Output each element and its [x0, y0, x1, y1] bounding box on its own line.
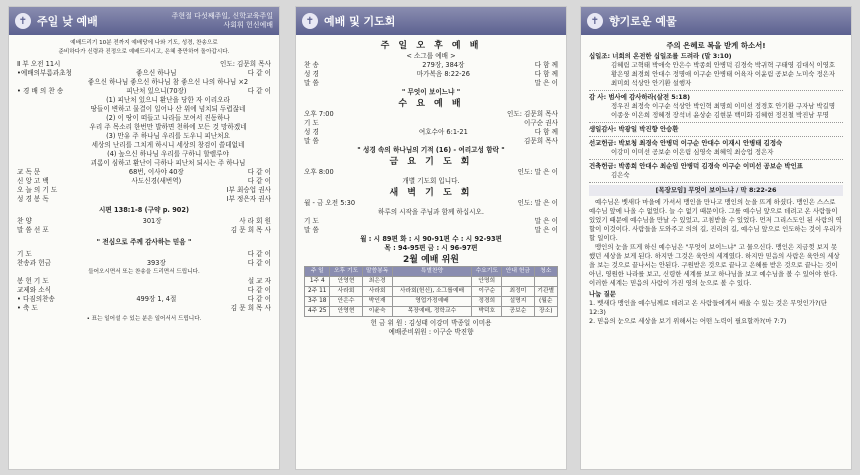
wednesday-service-title: 수 요 예 배: [398, 99, 464, 109]
line-middle: [65, 186, 227, 195]
line-middle: [352, 119, 524, 128]
line-leader: 다 같 이: [247, 168, 271, 176]
line-leader: 다 같 이: [247, 87, 271, 95]
page-title: 예배 및 기도회: [324, 15, 396, 28]
line-middle: [352, 199, 518, 208]
table-cell: 설명지: [502, 297, 534, 307]
daily-psalms-2: 목 : 94-95편 금 : 시 96-97편: [384, 244, 478, 252]
line-label: 오후 7:00: [304, 110, 334, 118]
line-label: 기 도: [304, 217, 319, 225]
friday-prayer-title: 금 요 기 도 회: [389, 157, 473, 167]
line-middle: [352, 110, 507, 119]
line-middle: 우리 주 목소리 한번만 발하면 천하에 모든 것 망하겠네: [89, 123, 247, 131]
footnote: • 표는 일어설 수 있는 분은 일어서서 드립니다.: [86, 316, 202, 322]
table-cell: 사라회: [362, 287, 392, 297]
dawn-lines-2: [304, 217, 558, 235]
table-row: [305, 277, 558, 287]
service-line: [17, 286, 271, 295]
sermon-title: " 전심으로 주께 감사하는 믿음 ": [96, 238, 192, 246]
line-label: 봉 헌 기 도: [17, 277, 49, 285]
line-middle: [65, 277, 248, 286]
service-line: [17, 304, 271, 313]
line-leader: 인도: 말 은 이: [517, 199, 558, 207]
offering-heading: 선교헌금: 박보청 최경숙 안병덕 이구순 안대수 이재시 안병태 김정숙: [589, 139, 783, 147]
service-lines: [17, 60, 271, 204]
line-middle: 사도신경(새번역): [131, 177, 182, 185]
offering-lists: [589, 52, 843, 183]
bulletin-page-sunday-service: [8, 6, 280, 470]
preparation-committee: 예배준비위원 : 이구순 박진향: [388, 328, 474, 336]
divider: [589, 136, 843, 137]
line-label: [17, 141, 65, 150]
service-line: [17, 177, 271, 186]
service-line: [17, 141, 271, 150]
table-cell: 1주 4: [305, 277, 330, 287]
line-middle: [352, 79, 535, 88]
line-leader: 다 함 께: [534, 61, 558, 69]
line-label: 성 경: [304, 70, 319, 78]
line-middle: 세상의 난리를 그치게 하시니 세상의 창검이 쓸데없네: [91, 141, 245, 149]
intro-line-1: 예배드리기 10분 전까지 예배당에 나와 기도, 성경, 찬송으로: [70, 40, 218, 46]
line-middle: [352, 137, 524, 146]
line-middle: 땅들이 변하고 물결이 일어나 산 위에 넘치되 두렵잖네: [90, 105, 246, 113]
table-cell: 장소): [534, 307, 557, 317]
table-row: [305, 297, 558, 307]
service-line: [304, 226, 558, 235]
cross-icon: ✝: [302, 13, 318, 29]
line-label: 말 씀: [304, 226, 319, 234]
february-committee-title: 2월 예배 위원: [403, 255, 459, 265]
small-group-title: [목장모임] 무엇이 보이느냐 / 막 8:22-26: [589, 185, 843, 196]
service-line: [17, 217, 271, 226]
line-label: 말 씀: [304, 137, 319, 145]
afternoon-lines: [304, 61, 558, 88]
table-cell: [502, 277, 534, 287]
table-cell: 안명희: [472, 277, 502, 287]
line-middle: 좋으신 하나님 좋으신 하나님 참 좋으신 나의 하나님 ×2: [87, 78, 249, 86]
page-header: [9, 7, 279, 35]
line-label: 말 씀 선 포: [17, 226, 49, 234]
bulletin-page-services: [295, 6, 567, 470]
table-header-cell: 주 일: [305, 267, 330, 277]
table-cell: 박인재: [362, 297, 392, 307]
line-middle: [352, 217, 535, 226]
service-line: [304, 110, 558, 119]
offering-heading: 십일조: 너희의 온전한 십일조를 드려라 (말 3:10): [589, 52, 732, 60]
offerings-content: [581, 35, 851, 330]
table-header-cell: 말씀봉독: [362, 267, 392, 277]
table-cell: 4주 25: [305, 307, 330, 317]
table-row: [305, 287, 558, 297]
services-list: [296, 35, 566, 341]
line-label: [17, 150, 65, 159]
intro-line-2: 준비하다가 신령과 진정으로 예배드리시고, 은혜 충만하여 돌아갑시다.: [58, 49, 230, 55]
table-cell: 사라회: [330, 287, 362, 297]
line-leader: 인도: 말 은 이: [517, 168, 558, 176]
table-cell: 안은수: [330, 297, 362, 307]
bulletin-page-offerings: [580, 6, 852, 470]
line-leader: 다 같 이: [247, 286, 271, 294]
line-label: 성 경: [304, 128, 319, 136]
service-line: [304, 199, 558, 208]
table-cell: 최정미: [502, 287, 534, 297]
table-body: [305, 277, 558, 317]
line-label: 기 도: [304, 119, 319, 127]
divider: [589, 122, 843, 123]
line-label: •예배의부름과초청: [17, 69, 72, 77]
line-middle: (2) 이 땅이 떠들고 나라들 모여서 진동하나: [106, 114, 230, 122]
line-label: 월 - 금 오전 5:30: [304, 199, 356, 207]
line-leader: Ⅰ부 정은자 권사: [226, 195, 271, 203]
order-of-service: [9, 35, 279, 328]
line-leader: 다 함 께: [534, 128, 558, 136]
offering-names: 김혜림 고혁태 박애숙 안은수 박종희 안병덕 김경숙 박귀혁 구태영 김대식 이영호 황은영 최경희 안대수 정명애 이구순 안병태 어육자 이윤림 공보순 노미숙 정은자 최미희 석상안 안기환 설행자: [611, 61, 836, 87]
line-label: 성 경 봉 독: [17, 195, 49, 203]
service-line: [17, 69, 271, 78]
line-label: [17, 105, 65, 114]
service-line: [304, 79, 558, 88]
service-line: [17, 105, 271, 114]
divider: [589, 159, 843, 160]
cross-icon: ✝: [587, 13, 603, 29]
service-line: [304, 217, 558, 226]
line-label: 오후 8:00: [304, 168, 334, 176]
line-label: [17, 159, 65, 168]
small-group-text-2: 맹인의 눈을 뜨게 하신 예수님은 "무엇이 보이느냐" 고 물으신다. 맹인은 지금껏 보지 못했던 세상을 보게 된다. 하지만 그것은 육안의 세계였다. 하지만 믿음의 사람은 육안의 세상을 보는 것으로 끝나서는 안된다. 구원받은 것으로 끝나고 은혜를 받은 것으로 끝나는 것이 아닌, 영원한 나라를 보고, 신령한 세계를 보고 하나님을 보고 예수님을 볼 수 있어야 한다. 이러한 세계는 믿음의 사람이 가진 영의 눈으로 볼 수 있다.: [589, 243, 840, 287]
subtitle-line-2: 사회휘 헌신예배: [223, 21, 273, 29]
line-label: 찬송과 헌금: [17, 259, 51, 267]
line-middle: 499장 1, 4절: [136, 295, 177, 303]
service-line: [17, 114, 271, 123]
line-leader: 다 함 께: [534, 70, 558, 78]
afternoon-sermon: " 무엇이 보이느냐 ": [401, 88, 461, 96]
line-leader: 다 같 이: [247, 259, 271, 267]
service-lines-3: [17, 250, 271, 268]
offering-note: 들어오시면서 또는 찬송을 드리면서 드립니다.: [88, 269, 200, 275]
table-header-row: [305, 267, 558, 277]
dawn-lines: [304, 199, 558, 208]
service-line: [304, 128, 558, 137]
table-header-cell: 안내 헌금: [502, 267, 534, 277]
line-leader: 김문희 목사: [524, 137, 558, 145]
line-label: • 경 배 의 찬 송: [17, 87, 64, 95]
daily-psalms-1: 월 : 시 89편 화 : 시 90-91편 수 : 시 92-93편: [360, 235, 502, 243]
divider: [589, 90, 843, 91]
page-title: 주일 낮 예배: [37, 15, 98, 28]
dawn-note: 하루의 시작을 주님과 함께 하십시오.: [377, 208, 485, 216]
line-label: [17, 132, 65, 141]
offering-heading: 건축헌금: 박종희 안대수 최순임 안병덕 김경숙 이구순 이미선 공보순 박인표: [589, 162, 803, 170]
service-line: [17, 295, 271, 304]
line-label: 교제와 소식: [17, 286, 51, 294]
service-line: [17, 60, 271, 69]
line-middle: [352, 168, 518, 177]
divider: [589, 182, 843, 183]
line-middle: [65, 195, 227, 204]
service-line: [304, 119, 558, 128]
table-cell: 이구순: [472, 287, 502, 297]
line-label: [17, 114, 65, 123]
table-cell: 안영현: [330, 277, 362, 287]
line-leader: 다 같 이: [247, 295, 271, 303]
line-middle: 피난처 있으니(70장): [126, 87, 187, 95]
line-label: [17, 123, 65, 132]
line-leader: 다 같 이: [247, 250, 271, 258]
line-middle: (4) 높으신 하나님 우리를 구하니 할렐루야: [107, 150, 229, 158]
subtitle-line-1: 주현절 다섯째주일, 신학교육주일: [171, 12, 273, 20]
service-line: [304, 70, 558, 79]
line-middle: [65, 286, 248, 295]
line-leader: 인도: 김문희 목사: [219, 60, 271, 68]
offering-lead: 주의 은혜로 복을 받게 하소서!: [666, 41, 766, 50]
offering-committee: 헌 금 위 원 : 김성태 이강미 박종일 이미용: [370, 319, 492, 327]
line-middle: [65, 226, 231, 235]
line-middle: (1) 피난처 있으니 환난을 당한 자 이리오라: [106, 96, 230, 104]
service-line: [17, 87, 271, 96]
service-line: [17, 96, 271, 105]
table-cell: 안영현: [330, 307, 362, 317]
service-line: [17, 277, 271, 286]
afternoon-service-title: 주 일 오 후 예 배: [380, 41, 482, 51]
line-middle: 279장, 384장: [422, 61, 465, 69]
table-row: [305, 307, 558, 317]
line-label: • 다짐의찬송: [17, 295, 55, 303]
service-line: [17, 259, 271, 268]
line-leader: 말 은 이: [534, 217, 558, 225]
line-leader: 말 은 이: [534, 226, 558, 234]
line-leader: 말 은 이: [534, 79, 558, 87]
table-cell: 최은경: [362, 277, 392, 287]
wednesday-lines: [304, 110, 558, 146]
table-cell: 사라회(헌신), 소그룹예배: [392, 287, 472, 297]
table-cell: 기관별: [534, 287, 557, 297]
dawn-prayer-title: 새 벽 기 도 회: [389, 188, 473, 198]
line-leader: 다 같 이: [247, 177, 271, 185]
cross-icon: ✝: [15, 13, 31, 29]
line-middle: [65, 250, 248, 259]
service-line: [17, 159, 271, 168]
line-label: 말 씀: [304, 79, 319, 87]
line-label: 신 앙 고 백: [17, 177, 49, 185]
line-label: 기 도: [17, 250, 32, 258]
offering-names: 정우진 최정숙 이구순 석상안 박인혁 최명희 이미선 정경호 안기환 구자남 박길명 이종웅 이은희 정혜경 장석녀 윤상순 김현분 백미화 김혜현 정진철 박진남 무명: [611, 102, 836, 119]
line-middle: 68번, 이사야 40장: [128, 168, 184, 176]
offering-heading: 감 사: 범사에 감사하라(살전 5:18): [589, 93, 691, 101]
service-line: [17, 186, 271, 195]
line-middle: [65, 60, 220, 69]
page-header: [581, 7, 851, 35]
table-cell: 2주 11: [305, 287, 330, 297]
table-header-cell: 오후 기도: [330, 267, 362, 277]
line-leader: 인도: 김문희 목사: [506, 110, 558, 118]
service-line: [17, 226, 271, 235]
table-cell: 목장예배, 정학교수: [392, 307, 472, 317]
afternoon-service-subtitle: < 소그룹 예배 >: [406, 52, 456, 60]
line-middle: [65, 304, 231, 313]
table-cell: [392, 277, 472, 287]
service-line: [304, 61, 558, 70]
line-middle: 301장: [142, 217, 162, 225]
line-middle: 여호수아 6:1-21: [418, 128, 468, 136]
line-middle: 괴롬이 심하고 환난이 극하나 피난처 되시는 주 하나님: [90, 159, 246, 167]
table-header-cell: 특별찬양: [392, 267, 472, 277]
table-cell: 정경희: [472, 297, 502, 307]
scripture-reference: 시편 138:1-8 (구약 p. 902): [99, 206, 189, 214]
line-leader: 설 교 자: [247, 277, 271, 285]
line-leader: 김 문 희 목 사: [230, 304, 271, 312]
service-line: [17, 195, 271, 204]
line-leader: 다 같 이: [247, 69, 271, 77]
committee-table: [304, 266, 558, 317]
service-line: [17, 123, 271, 132]
table-cell: 3주 18: [305, 297, 330, 307]
line-leader: 이구순 권사: [524, 119, 558, 127]
table-cell: 영업가정예배: [392, 297, 472, 307]
service-lines-2: [17, 217, 271, 235]
line-leader: Ⅰ부 최승업 권사: [226, 186, 271, 194]
table-header-cell: 수요기도: [472, 267, 502, 277]
question-2: 2. 믿음의 눈으로 세상을 보기 위해서는 어떤 노력이 필요할까?(마 7:7): [589, 317, 787, 325]
table-cell: (월순: [534, 297, 557, 307]
table-cell: 이윤숙: [362, 307, 392, 317]
line-leader: 사 라 회 원: [239, 217, 271, 225]
line-middle: (3) 만유 주 하나님 우리를 도우니 피난처요: [106, 132, 230, 140]
line-label: Ⅱ 부 오전 11시: [17, 60, 61, 68]
friday-note: 개별 기도회 입니다.: [402, 177, 460, 185]
service-line: [304, 168, 558, 177]
table-cell: [534, 277, 557, 287]
table-header-cell: 청소: [534, 267, 557, 277]
service-line: [17, 150, 271, 159]
discussion-title: 나눔 질문: [589, 290, 616, 298]
line-label: [17, 78, 65, 87]
page-header: [296, 7, 566, 35]
friday-lines: [304, 168, 558, 177]
offering-names: 이강미 이미선 공보순 이은림 심영숙 최혜익 최승업 정은자: [611, 148, 774, 156]
service-line: [17, 78, 271, 87]
service-lines-4: [17, 277, 271, 313]
table-cell: 박덕호: [472, 307, 502, 317]
small-group-text: 예수님은 벳새다 마을에 가셔서 맹인을 만나고 맹인의 눈을 뜨게 하셨다. 맹인은 스스로 예수님 앞에 나올 수 없었다. 늘 수 없기 때문이다. 그를 예수님 앞으로 데려고 온 사람들이 있었기 때문에 예수님을 만날 수 있었고, 고침받을 수 있었다. 먼저 그리스도인 된 사람의 역할이 이것이다. 사람들을 도와주고 의의 길, 진리의 길, 예수님 앞으로 인도하는 것이 우리가 할 일이다.: [589, 198, 842, 242]
page-title: 향기로운 예물: [609, 15, 677, 28]
line-middle: 393장: [146, 259, 166, 267]
offering-names: 김은숙: [611, 171, 630, 179]
service-line: [17, 250, 271, 259]
offering-heading: 생일감사: 박광일 박진향 안승환: [589, 125, 679, 133]
service-line: [304, 137, 558, 146]
line-label: 찬 송: [304, 61, 319, 69]
line-label: 오 늘 의 기 도: [17, 186, 58, 194]
line-label: [17, 96, 65, 105]
line-leader: 김 문 희 목 사: [230, 226, 271, 234]
line-label: 교 독 문: [17, 168, 41, 176]
line-middle: [352, 226, 535, 235]
table-cell: 공보순: [502, 307, 534, 317]
line-middle: 좋으신 하나님: [136, 69, 177, 77]
line-middle: 마가복음 8:22-26: [416, 70, 470, 78]
header-subtitle: [172, 12, 273, 30]
question-1: 1. 벳새다 맹인을 예수님께로 데려고 온 사람들에게서 배울 수 있는 것은 무엇인가?(단 12:3): [589, 299, 828, 316]
line-label: 찬 양: [17, 217, 32, 225]
line-label: • 축 도: [17, 304, 38, 312]
service-line: [17, 132, 271, 141]
wednesday-sermon: " 성경 속의 하나님의 기적 (16) - 여리고성 함락 ": [357, 146, 505, 154]
service-line: [17, 168, 271, 177]
